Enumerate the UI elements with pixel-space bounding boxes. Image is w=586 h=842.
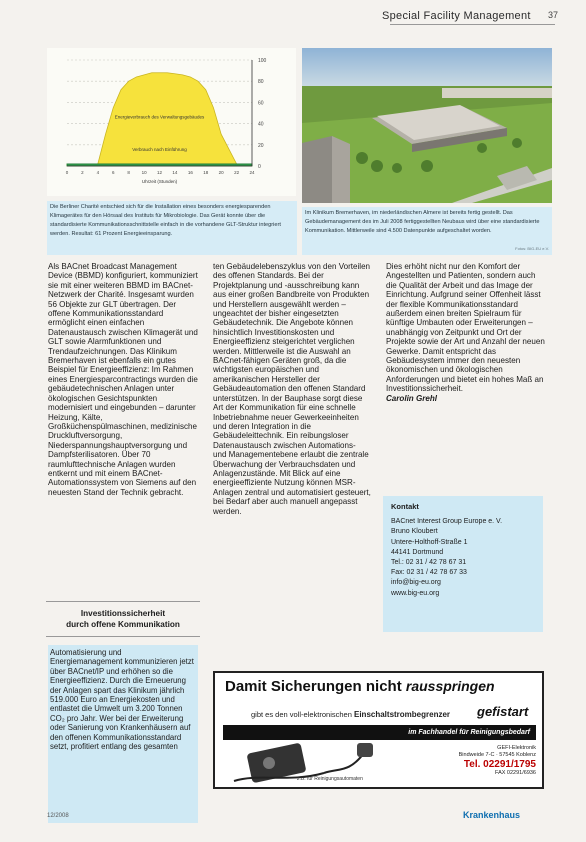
x-tick-label: 0 bbox=[65, 170, 69, 175]
y-tick-label: 80 bbox=[258, 79, 264, 86]
photo-credit: Fotos: BIG-EU e.V. bbox=[515, 246, 549, 251]
hospital-aerial-photo bbox=[302, 48, 552, 203]
ad-phone: Tel. 02291/1795 bbox=[463, 759, 536, 770]
ad-headline-main: Damit Sicherungen nicht bbox=[225, 678, 402, 695]
ad-headline-script: rausspringen bbox=[405, 678, 495, 694]
body-paragraph: Als BACnet Broadcast Management Device (BBMD) konfiguriert, kommuniziert sie mit einer weiteren BBMD im BACnet-Netzwerk der Charité. Insgesamt wurden 56 Objekte zur GLT übertragen. Der offene Kommunikationsstandard ermöglicht einen einfachen Datenaustausch zwischen Klimagerät und GLT sowie Alarmfunktionen und Trendaufzeichnungen. Das Klinikum Bremerhaven ist ebenfalls ein gutes Beispiel für Energieeffizienz: Im Rahmen eines Energiesparcontractings wurden die gebäudetechnischen Anlagen unter ökologischen Gesichtspunkten modernisiert und eingebunden – darunter Heizung, Kälte, Großküchenspülmaschinen, medizinische Druckluftversorgung, Niederspannungshauptversorgung und Dampfsterilisatoren. Über 70 raumlufttechnische Anlagen wurden entkernt und mit einem BACnet-Automationssystem von Siemens auf den neuesten Stand der Technik gebracht. bbox=[48, 262, 198, 497]
contact-street: Untere-Holthoff-Straße 1 bbox=[391, 538, 468, 546]
x-tick-label: 18 bbox=[203, 170, 209, 175]
subheading-box bbox=[46, 601, 200, 637]
author-name: Carolin Grehl bbox=[386, 393, 437, 403]
x-tick-label: 22 bbox=[234, 170, 240, 175]
y-tick-label: 60 bbox=[258, 100, 264, 107]
ad-note: z.B. für Reinigungsautomaten bbox=[297, 776, 363, 782]
ad-company-name: GEFI-Elektronik bbox=[497, 745, 536, 751]
advertisement[interactable] bbox=[213, 671, 544, 789]
ad-subtitle-text: gibt es den voll-elektronischen bbox=[251, 710, 352, 719]
photo-caption bbox=[302, 207, 552, 255]
contact-org: BACnet Interest Group Europe e. V. bbox=[391, 518, 503, 526]
x-tick-label: 6 bbox=[111, 170, 115, 175]
y-tick-label: 100 bbox=[258, 58, 267, 64]
ad-brand-logo: gefistart bbox=[477, 704, 529, 719]
ad-subtitle bbox=[251, 710, 450, 719]
annotation-top: Energieverbrauch des Verwaltungsgebäudes bbox=[114, 114, 205, 120]
page-number: 37 bbox=[548, 10, 559, 20]
ad-company-address: Bindweide 7-C · 57545 Koblenz bbox=[458, 752, 536, 758]
x-tick-label: 4 bbox=[96, 170, 100, 175]
magazine-logo: Krankenhaus bbox=[463, 810, 521, 820]
x-tick-label: 20 bbox=[218, 170, 224, 175]
left-tower bbox=[302, 136, 332, 203]
ad-subtitle-product: Einschaltstrombegrenzer bbox=[354, 710, 451, 719]
contact-city: 44141 Dortmund bbox=[391, 548, 444, 556]
subheading-line-2: durch offene Kommunikation bbox=[66, 620, 180, 629]
contact-box bbox=[383, 496, 543, 632]
annotation-bottom: Verbrauch nach Einführung bbox=[132, 147, 187, 153]
y-tick-label: 40 bbox=[258, 121, 264, 128]
chart-caption: Die Berliner Charité entschied sich für die Installation eines besonders energiesparenden Klimagerätes für den Hörsaal des Instituts für Mikrobiologie. Das Gerät konnte über die standardisierte Kommunikationsschnittstelle einfach in die vorhandene GLT-Struktur integriert werden. Resultat: 61 Prozent Energieeinsparung. bbox=[47, 201, 297, 255]
body-paragraph: ten Gebäudelebenszyklus von den Vorteilen des offenen Standards. Bei der Projektplanung und -ausschreibung kann aus einer großen Bandbreite von Produkten und Herstellern ausgewählt werden – ungeachtet der bisher eingesetzten Gebäudetechnik. Die Angebote können hinsichtlich Investitionskosten und Energieeffizienz steigerichtet verglichen werden. Mittlerweile ist die Auswahl an BACnet-fähigen Geräten groß, da die wichtigsten europäischen und amerikanischen Hersteller der Gebäudeautomation den offenen Standard unterstützen. In der Bauphase sorgt diese Art der Kommunikation für eine schnelle Inbetriebnahme neuer Gewerkeeinheiten und deren Integration in die Gebäudeleittechnik. Ein reibungsloser Datenaustausch zwischen Automations- und Managementebene erlaubt die zentrale Überwachung der Verbrauchsdaten und Anlagenzustände. Mit Blick auf eine energieeffiziente Nutzung können MSR-Anlagen zentral und automatisiert gesteuert, bei Bedarf aber auch manuell angepasst werden. bbox=[213, 262, 371, 516]
x-tick-label: 14 bbox=[172, 170, 178, 175]
ad-strip: im Fachhandel für Reinigungsbedarf bbox=[223, 725, 536, 740]
sky bbox=[302, 48, 552, 86]
x-tick-label: 10 bbox=[141, 170, 147, 175]
x-tick-label: 24 bbox=[249, 170, 255, 175]
contact-person: Bruno Kloubert bbox=[391, 528, 438, 536]
energy-chart-svg bbox=[47, 48, 296, 196]
body-paragraph: Dies erhöht nicht nur den Komfort der Angestellten und Patienten, sondern auch die Qualität der Arbeit und das Image der Einrichtung. Aufgrund seiner Offenheit lässt der flexible Kommunikationsstandard außerdem einen breiten Spielraum für künftige Umbauten oder Erweiterungen – unabhängig von Zeitpunkt und Ort der Projekte sowie der Art und Anzahl der neuen Gewerke. Damit entspricht das Gebäudesystem immer den neuesten ökonomischen und ökologischen Anforderungen und bietet ein hohes Maß an Investitionssicherheit. bbox=[386, 262, 545, 394]
left-tower-face bbox=[332, 136, 350, 203]
contact-email[interactable]: info@big-eu.org bbox=[391, 579, 441, 587]
x-tick-label: 2 bbox=[81, 170, 84, 175]
contact-heading: Kontakt bbox=[391, 502, 419, 511]
subheading-line-1: Investitionssicherheit bbox=[80, 609, 166, 618]
highlighted-paragraph: Automatisierung und Energiemanagement kommunizieren jetzt über BACnet/IP und erhöhen so die Energieeffizienz. Durch die Erneuerung der Anlagen spart das Klinikum jährlich 519.000 Euro an Energiekosten und entlastet die Umwelt um 3.200 Tonnen CO₂ pro Jahr. Wer bei der Erweiterung oder Sanierung von Krankenhäusern auf den offenen Kommunikationsstandard setzt, profitiert entlang des gesamten bbox=[48, 645, 198, 823]
y-tick-label: 0 bbox=[258, 164, 261, 170]
x-tick-label: 16 bbox=[187, 170, 193, 175]
body-column-1 bbox=[48, 262, 198, 497]
header-rule bbox=[390, 24, 555, 25]
contact-fax: Fax: 02 31 / 42 78 67 33 bbox=[391, 569, 467, 577]
contact-phone: Tel.: 02 31 / 42 78 67 31 bbox=[391, 559, 467, 567]
x-tick-label: 8 bbox=[127, 170, 130, 175]
aerial-photo-illustration bbox=[302, 48, 552, 203]
photo-caption-text: Im Klinikum Bremerhaven, im niederländischen Almere ist bereits fertig gestellt. Das Gebäudemanagement des im Juli 2008 fertiggestellten Neubaus wird über eine standardisierte Kommunikation. Mittlerweile sind 4.500 Datenpunkte aufgeschaltet worden. bbox=[305, 210, 540, 234]
issue-number: 12/2008 bbox=[47, 813, 69, 819]
body-column-3 bbox=[386, 262, 546, 403]
ad-fax: FAX 02291/6936 bbox=[495, 770, 536, 776]
energy-chart bbox=[47, 48, 296, 196]
y-tick-label: 20 bbox=[258, 142, 264, 149]
running-header-title: Special Facility Management bbox=[382, 10, 531, 22]
ad-headline bbox=[225, 678, 495, 695]
body-column-2 bbox=[213, 262, 371, 516]
x-tick-label: 12 bbox=[156, 170, 163, 175]
ad-company-info bbox=[456, 745, 536, 777]
contact-website[interactable]: www.big-eu.org bbox=[391, 589, 440, 597]
x-axis-label: Uhrzeit (Stunden) bbox=[141, 179, 178, 184]
